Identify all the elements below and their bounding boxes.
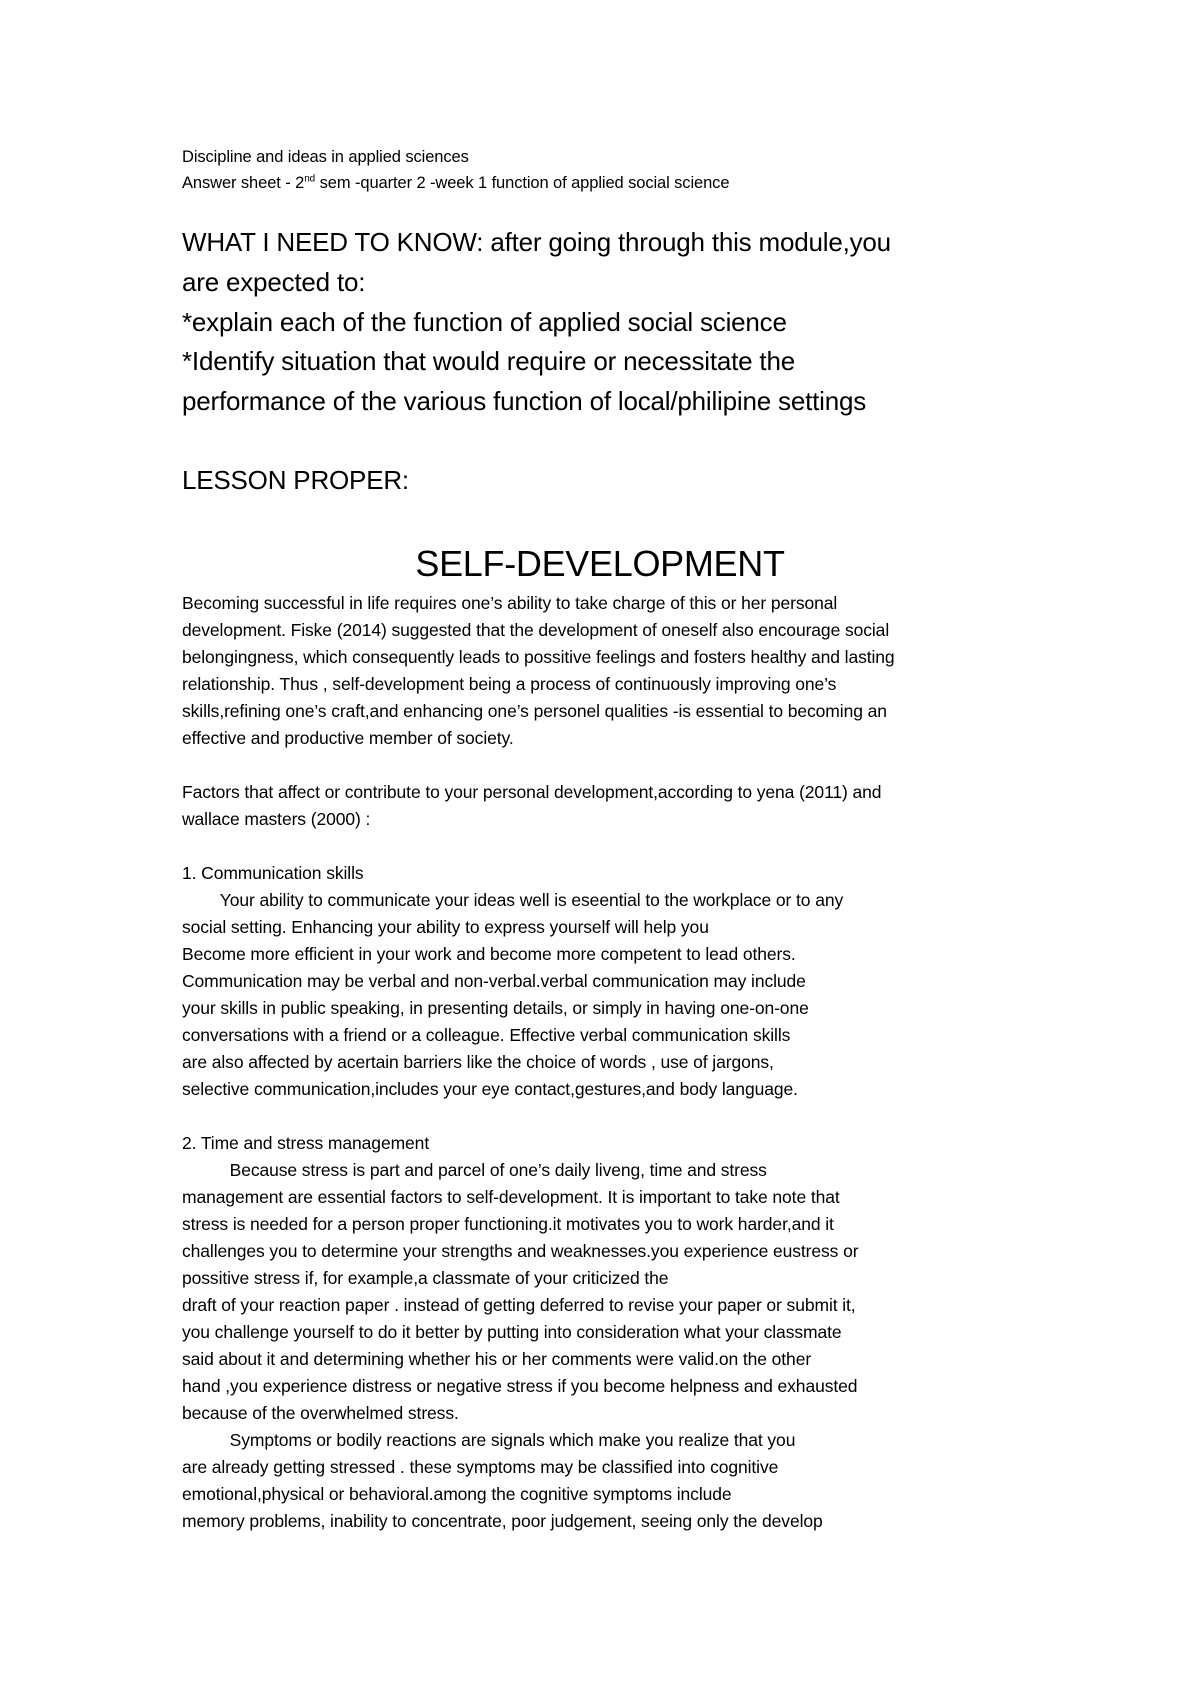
item2-line: Symptoms or bodily reactions are signals which make you realize that you (182, 1430, 796, 1450)
answer-sheet-ordinal: nd (304, 173, 316, 185)
intro-line: skills,refining one’s craft,and enhancing one’s personel qualities -is essential to becoming an (182, 701, 887, 721)
answer-sheet-line (182, 172, 729, 194)
section-title: SELF-DEVELOPMENT (415, 543, 785, 584)
item2-line: possitive stress if, for example,a classmate of your criticized the (182, 1268, 669, 1288)
item2-line: emotional,physical or behavioral.among the cognitive symptoms include (182, 1484, 732, 1504)
intro-line: belongingness, which consequently leads to possitive feelings and fosters healthy and lasting (182, 647, 895, 667)
need-to-know-line: WHAT I NEED TO KNOW: after going through this module,you (182, 227, 891, 257)
item2-heading: 2. Time and stress management (182, 1133, 430, 1153)
need-to-know-line: *explain each of the function of applied social science (182, 307, 787, 337)
answer-sheet-prefix: Answer sheet - 2 (182, 174, 305, 192)
item1-heading: 1. Communication skills (182, 863, 364, 883)
item2-line: said about it and determining whether his or her comments were valid.on the other (182, 1349, 812, 1369)
intro-line: relationship. Thus , self-development being a process of continuously improving one’s (182, 674, 837, 694)
item2-line: because of the overwhelmed stress. (182, 1403, 459, 1423)
item2-line: memory problems, inability to concentrate, poor judgement, seeing only the develop (182, 1511, 823, 1531)
item2-line: management are essential factors to self-development. It is important to take note that (182, 1187, 840, 1207)
item2-line: challenges you to determine your strengths and weaknesses.you experience eustress or (182, 1241, 859, 1261)
answer-sheet-suffix: sem -quarter 2 -week 1 function of applied social science (315, 174, 730, 192)
intro-line: effective and productive member of society. (182, 728, 514, 748)
factors-line: Factors that affect or contribute to your personal development,according to yena (2011) and (182, 782, 882, 802)
item2-line: you challenge yourself to do it better by putting into consideration what your classmate (182, 1322, 842, 1342)
course-title: Discipline and ideas in applied sciences (182, 148, 469, 166)
item1-line: Your ability to communicate your ideas well is eseential to the workplace or to any (182, 890, 844, 910)
item2-line: stress is needed for a person proper functioning.it motivates you to work harder,and it (182, 1214, 834, 1234)
item1-line: your skills in public speaking, in presenting details, or simply in having one-on-one (182, 998, 809, 1018)
intro-line: Becoming successful in life requires one’s ability to take charge of this or her personal (182, 593, 838, 613)
item2-line: Because stress is part and parcel of one’s daily liveng, time and stress (182, 1160, 767, 1180)
intro-line: development. Fiske (2014) suggested that the development of oneself also encourage social (182, 620, 890, 640)
item2-line: are already getting stressed . these symptoms may be classified into cognitive (182, 1457, 779, 1477)
item1-line: conversations with a friend or a colleague. Effective verbal communication skills (182, 1025, 791, 1045)
factors-line: wallace masters (2000) : (182, 809, 371, 829)
item1-line: Communication may be verbal and non-verbal.verbal communication may include (182, 971, 806, 991)
need-to-know-line: performance of the various function of local/philipine settings (182, 386, 867, 416)
item2-line: draft of your reaction paper . instead of getting deferred to revise your paper or submit it, (182, 1295, 856, 1315)
need-to-know-line: *Identify situation that would require or necessitate the (182, 346, 795, 376)
item1-line: selective communication,includes your eye contact,gestures,and body language. (182, 1079, 798, 1099)
item1-line: Become more efficient in your work and become more competent to lead others. (182, 944, 796, 964)
item1-line: are also affected by acertain barriers like the choice of words , use of jargons, (182, 1052, 774, 1072)
need-to-know-line: are expected to: (182, 267, 366, 297)
lesson-proper-heading: LESSON PROPER: (182, 465, 409, 495)
item2-line: hand ,you experience distress or negative stress if you become helpness and exhausted (182, 1376, 858, 1396)
item1-line: social setting. Enhancing your ability to express yourself will help you (182, 917, 709, 937)
